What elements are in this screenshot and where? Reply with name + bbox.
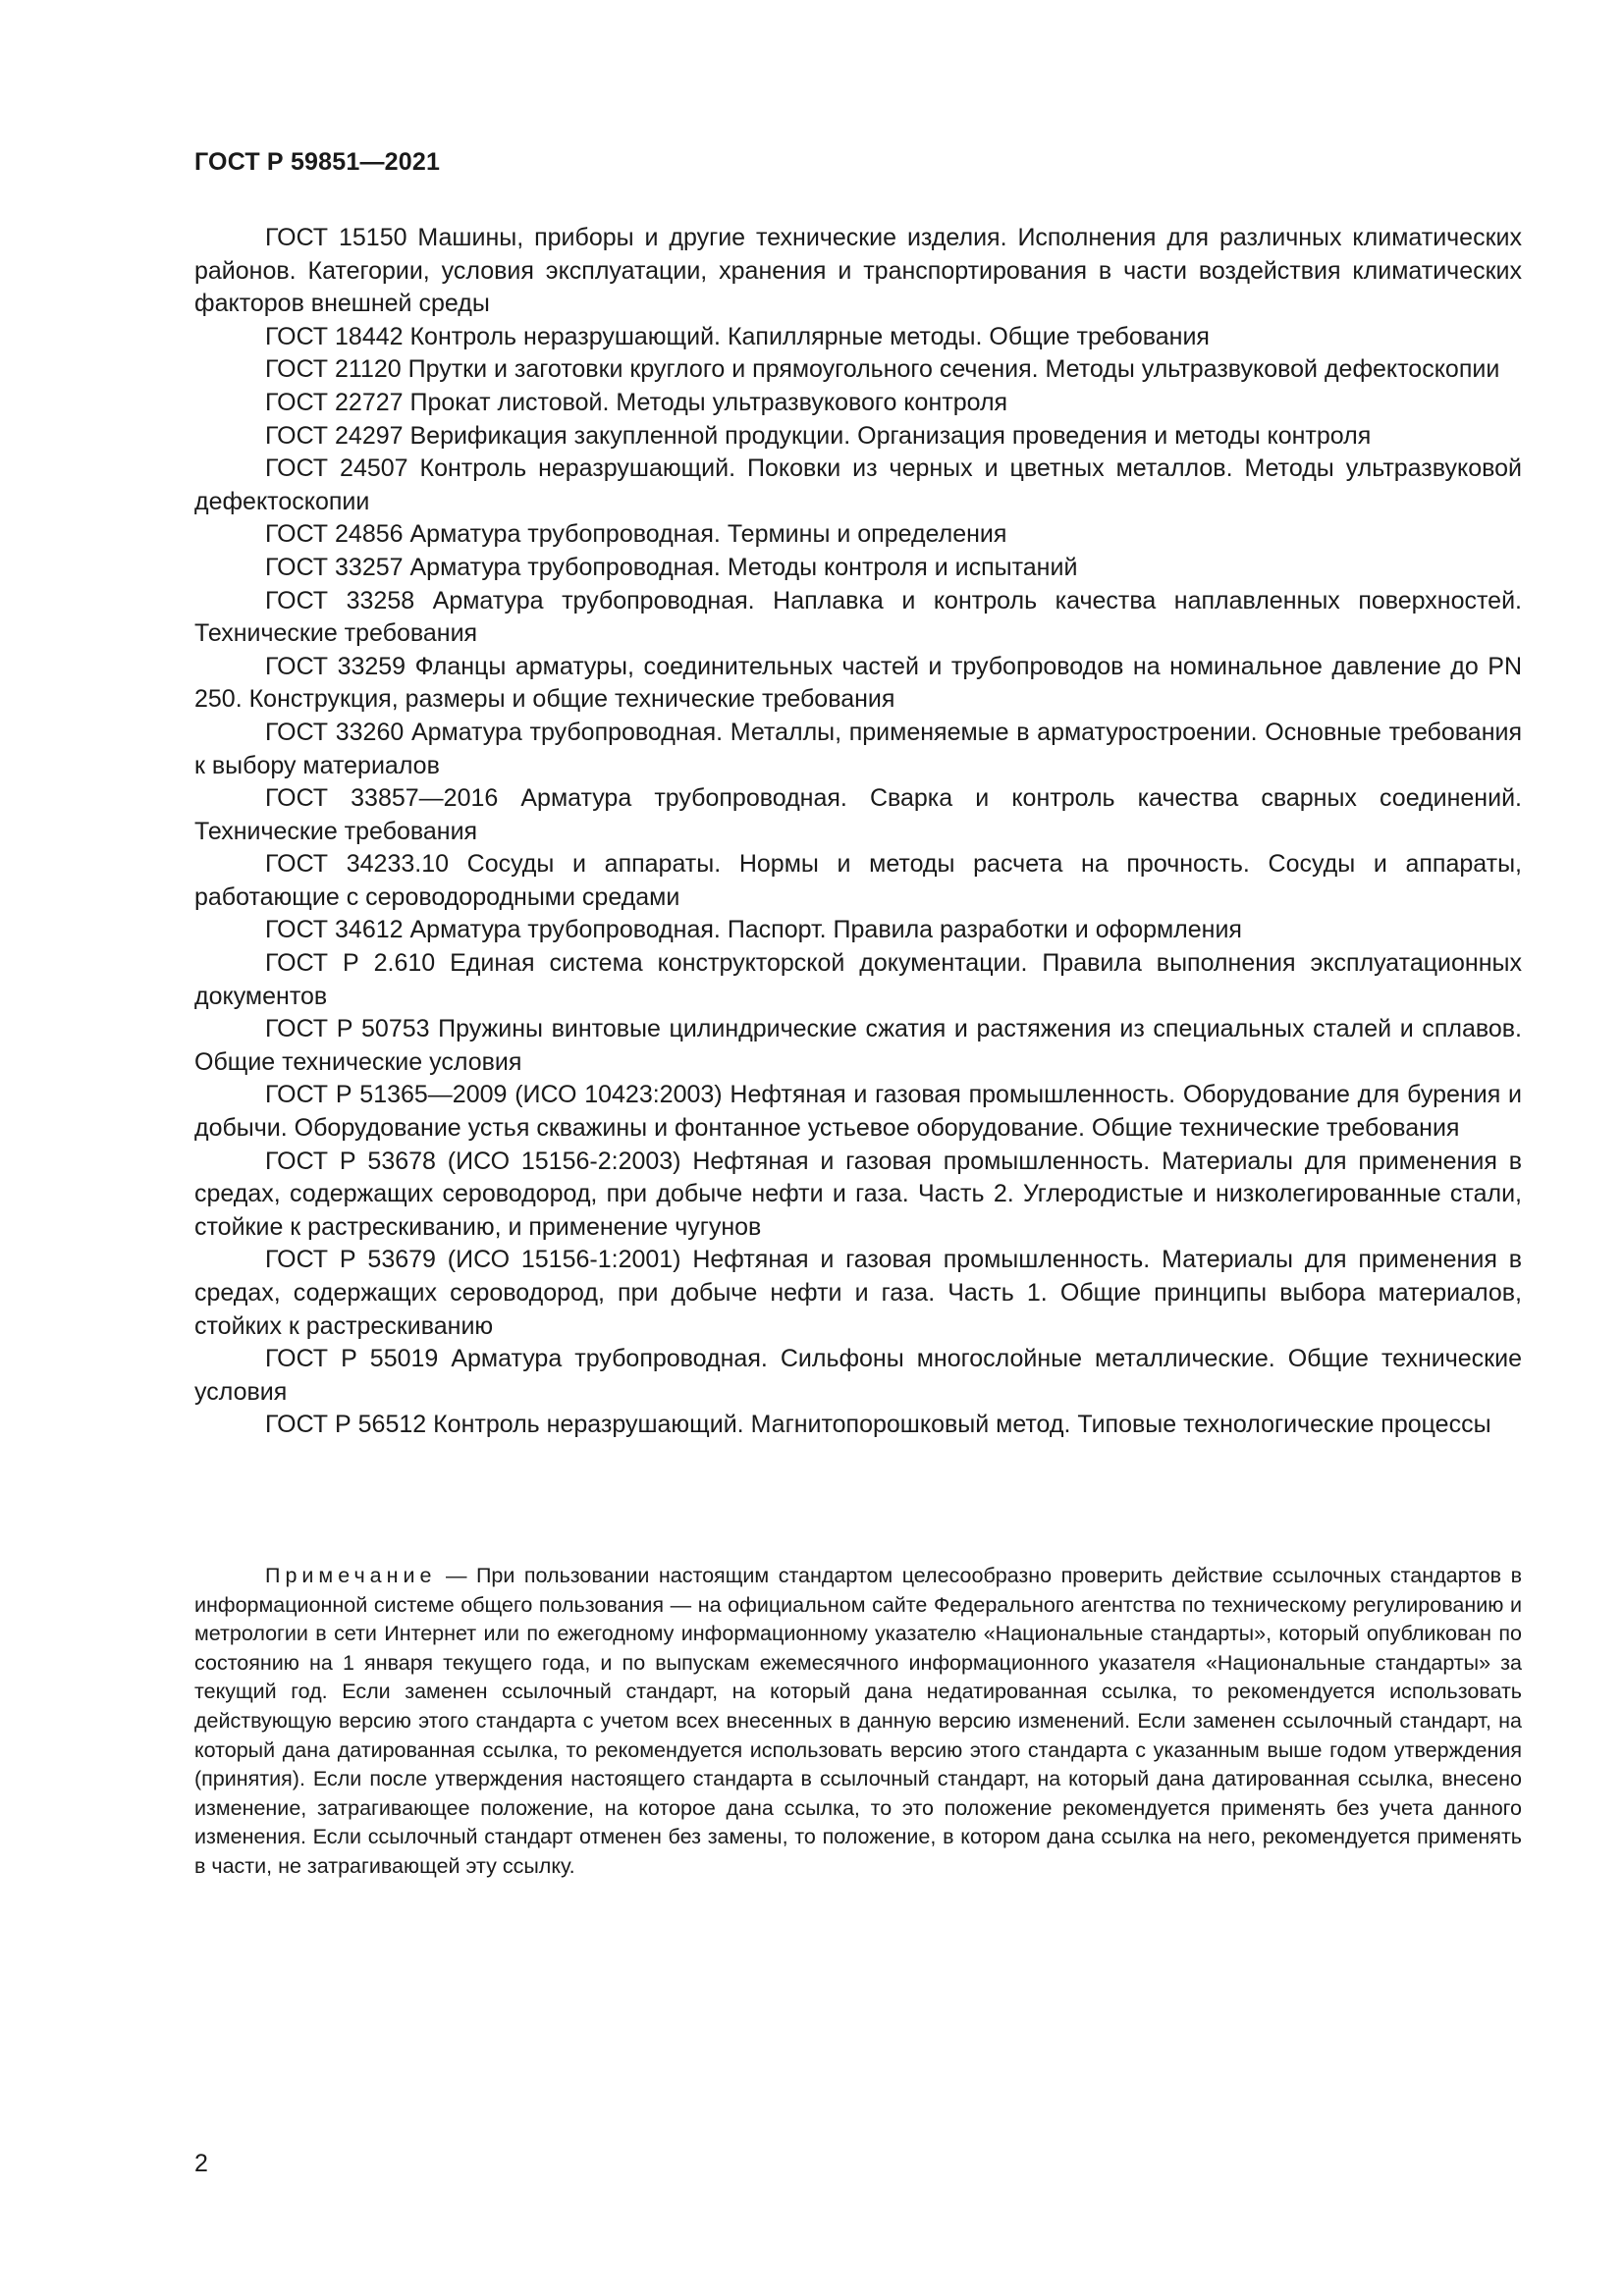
reference-entry: ГОСТ Р 53679 (ИСО 15156-1:2001) Нефтяная и газовая промышленность. Материалы для применения в средах, содержащих сероводород, при добыче нефти и газа. Часть 1. Общие принципы выбора материалов, стойких к растрескиванию bbox=[194, 1246, 1522, 1340]
reference-entry: ГОСТ Р 56512 Контроль неразрушающий. Магнитопорошковый метод. Типовые технологические процессы bbox=[265, 1411, 1491, 1439]
reference-entry: ГОСТ 33257 Арматура трубопроводная. Методы контроля и испытаний bbox=[265, 553, 1078, 581]
document-header: ГОСТ Р 59851—2021 bbox=[194, 148, 441, 176]
reference-entry: ГОСТ 33260 Арматура трубопроводная. Металлы, применяемые в арматуростроении. Основные требования к выбору материалов bbox=[194, 718, 1522, 779]
note-text: — При пользовании настоящим стандартом целесообразно проверить действие ссылочных стандартов в информационной системе общего пользования — на официальном сайте Федерального агентства по техническому регулированию и метрологии в сети Интернет или по ежегодному информационному указателю «Национальные стандарты», который опубликован по состоянию на 1 января текущего года, и по выпускам ежемесячного информационного указателя «Национальные стандарты» за текущий год. Если заменен ссылочный стандарт, на который дана недатированная ссылка, то рекомендуется использовать действующую версию этого стандарта с учетом всех внесенных в данную версию изменений. Если заменен ссылочный стандарт, на который дана датированная ссылка, то рекомендуется использовать версию этого стандарта с указанным выше годом утверждения (принятия). Если после утверждения настоящего стандарта в ссылочный стандарт, на который дана датированная ссылка, внесено изменение, затрагивающее положение, на которое дана ссылка, то это положение рекомендуется применять без учета данного изменения. Если ссылочный стандарт отменен без замены, то положение, в котором дана ссылка на него, рекомендуется применять в части, не затрагивающей эту ссылку. bbox=[194, 1564, 1522, 1878]
reference-entry: ГОСТ 24856 Арматура трубопроводная. Термины и определения bbox=[265, 520, 1007, 549]
reference-entry: ГОСТ Р 53678 (ИСО 15156-2:2003) Нефтяная и газовая промышленность. Материалы для применения в средах, содержащих сероводород, при добыче нефти и газа. Часть 2. Углеродистые и низколегированные стали, стойкие к растрескиванию, и применение чугунов bbox=[194, 1147, 1522, 1241]
page-number: 2 bbox=[194, 2150, 208, 2177]
reference-entry: ГОСТ Р 51365—2009 (ИСО 10423:2003) Нефтяная и газовая промышленность. Оборудование для бурения и добычи. Оборудование устья скважины и фонтанное устьевое оборудование. Общие технические требования bbox=[194, 1081, 1522, 1143]
reference-entry: ГОСТ 33258 Арматура трубопроводная. Наплавка и контроль качества наплавленных поверхностей. Технические требования bbox=[194, 586, 1522, 648]
normative-references-list bbox=[194, 222, 1522, 1442]
reference-entry: ГОСТ 18442 Контроль неразрушающий. Капиллярные методы. Общие требования bbox=[265, 322, 1210, 350]
reference-entry: ГОСТ 33857—2016 Арматура трубопроводная. Сварка и контроль качества сварных соединений. Технические требования bbox=[194, 784, 1522, 845]
reference-entry: ГОСТ 34233.10 Сосуды и аппараты. Нормы и методы расчета на прочность. Сосуды и аппараты, работающие с сероводородными средами bbox=[194, 850, 1522, 911]
reference-entry: ГОСТ 24297 Верификация закупленной продукции. Организация проведения и методы контроля bbox=[265, 421, 1372, 450]
note-label: Примечание bbox=[265, 1564, 437, 1587]
reference-entry: ГОСТ 34612 Арматура трубопроводная. Паспорт. Правила разработки и оформления bbox=[265, 916, 1242, 944]
reference-entry: ГОСТ 21120 Прутки и заготовки круглого и прямоугольного сечения. Методы ультразвуковой дефектоскопии bbox=[265, 355, 1500, 384]
note-paragraph bbox=[194, 1562, 1522, 1882]
reference-entry: ГОСТ Р 55019 Арматура трубопроводная. Сильфоны многослойные металлические. Общие технические условия bbox=[194, 1345, 1522, 1406]
reference-entry: ГОСТ Р 50753 Пружины винтовые цилиндрические сжатия и растяжения из специальных сталей и сплавов. Общие технические условия bbox=[194, 1015, 1522, 1076]
reference-entry: ГОСТ 22727 Прокат листовой. Методы ультразвукового контроля bbox=[265, 388, 1008, 416]
reference-entry: ГОСТ 24507 Контроль неразрушающий. Поковки из черных и цветных металлов. Методы ультразвуковой дефектоскопии bbox=[194, 454, 1522, 515]
reference-entry: ГОСТ Р 2.610 Единая система конструкторской документации. Правила выполнения эксплуатационных документов bbox=[194, 949, 1522, 1010]
reference-entry: ГОСТ 15150 Машины, приборы и другие технические изделия. Исполнения для различных климатических районов. Категории, условия эксплуатации, хранения и транспортирования в части воздействия климатических факторов внешней среды bbox=[194, 224, 1522, 318]
reference-entry: ГОСТ 33259 Фланцы арматуры, соединительных частей и трубопроводов на номинальное давление до PN 250. Конструкция, размеры и общие технические требования bbox=[194, 652, 1522, 714]
